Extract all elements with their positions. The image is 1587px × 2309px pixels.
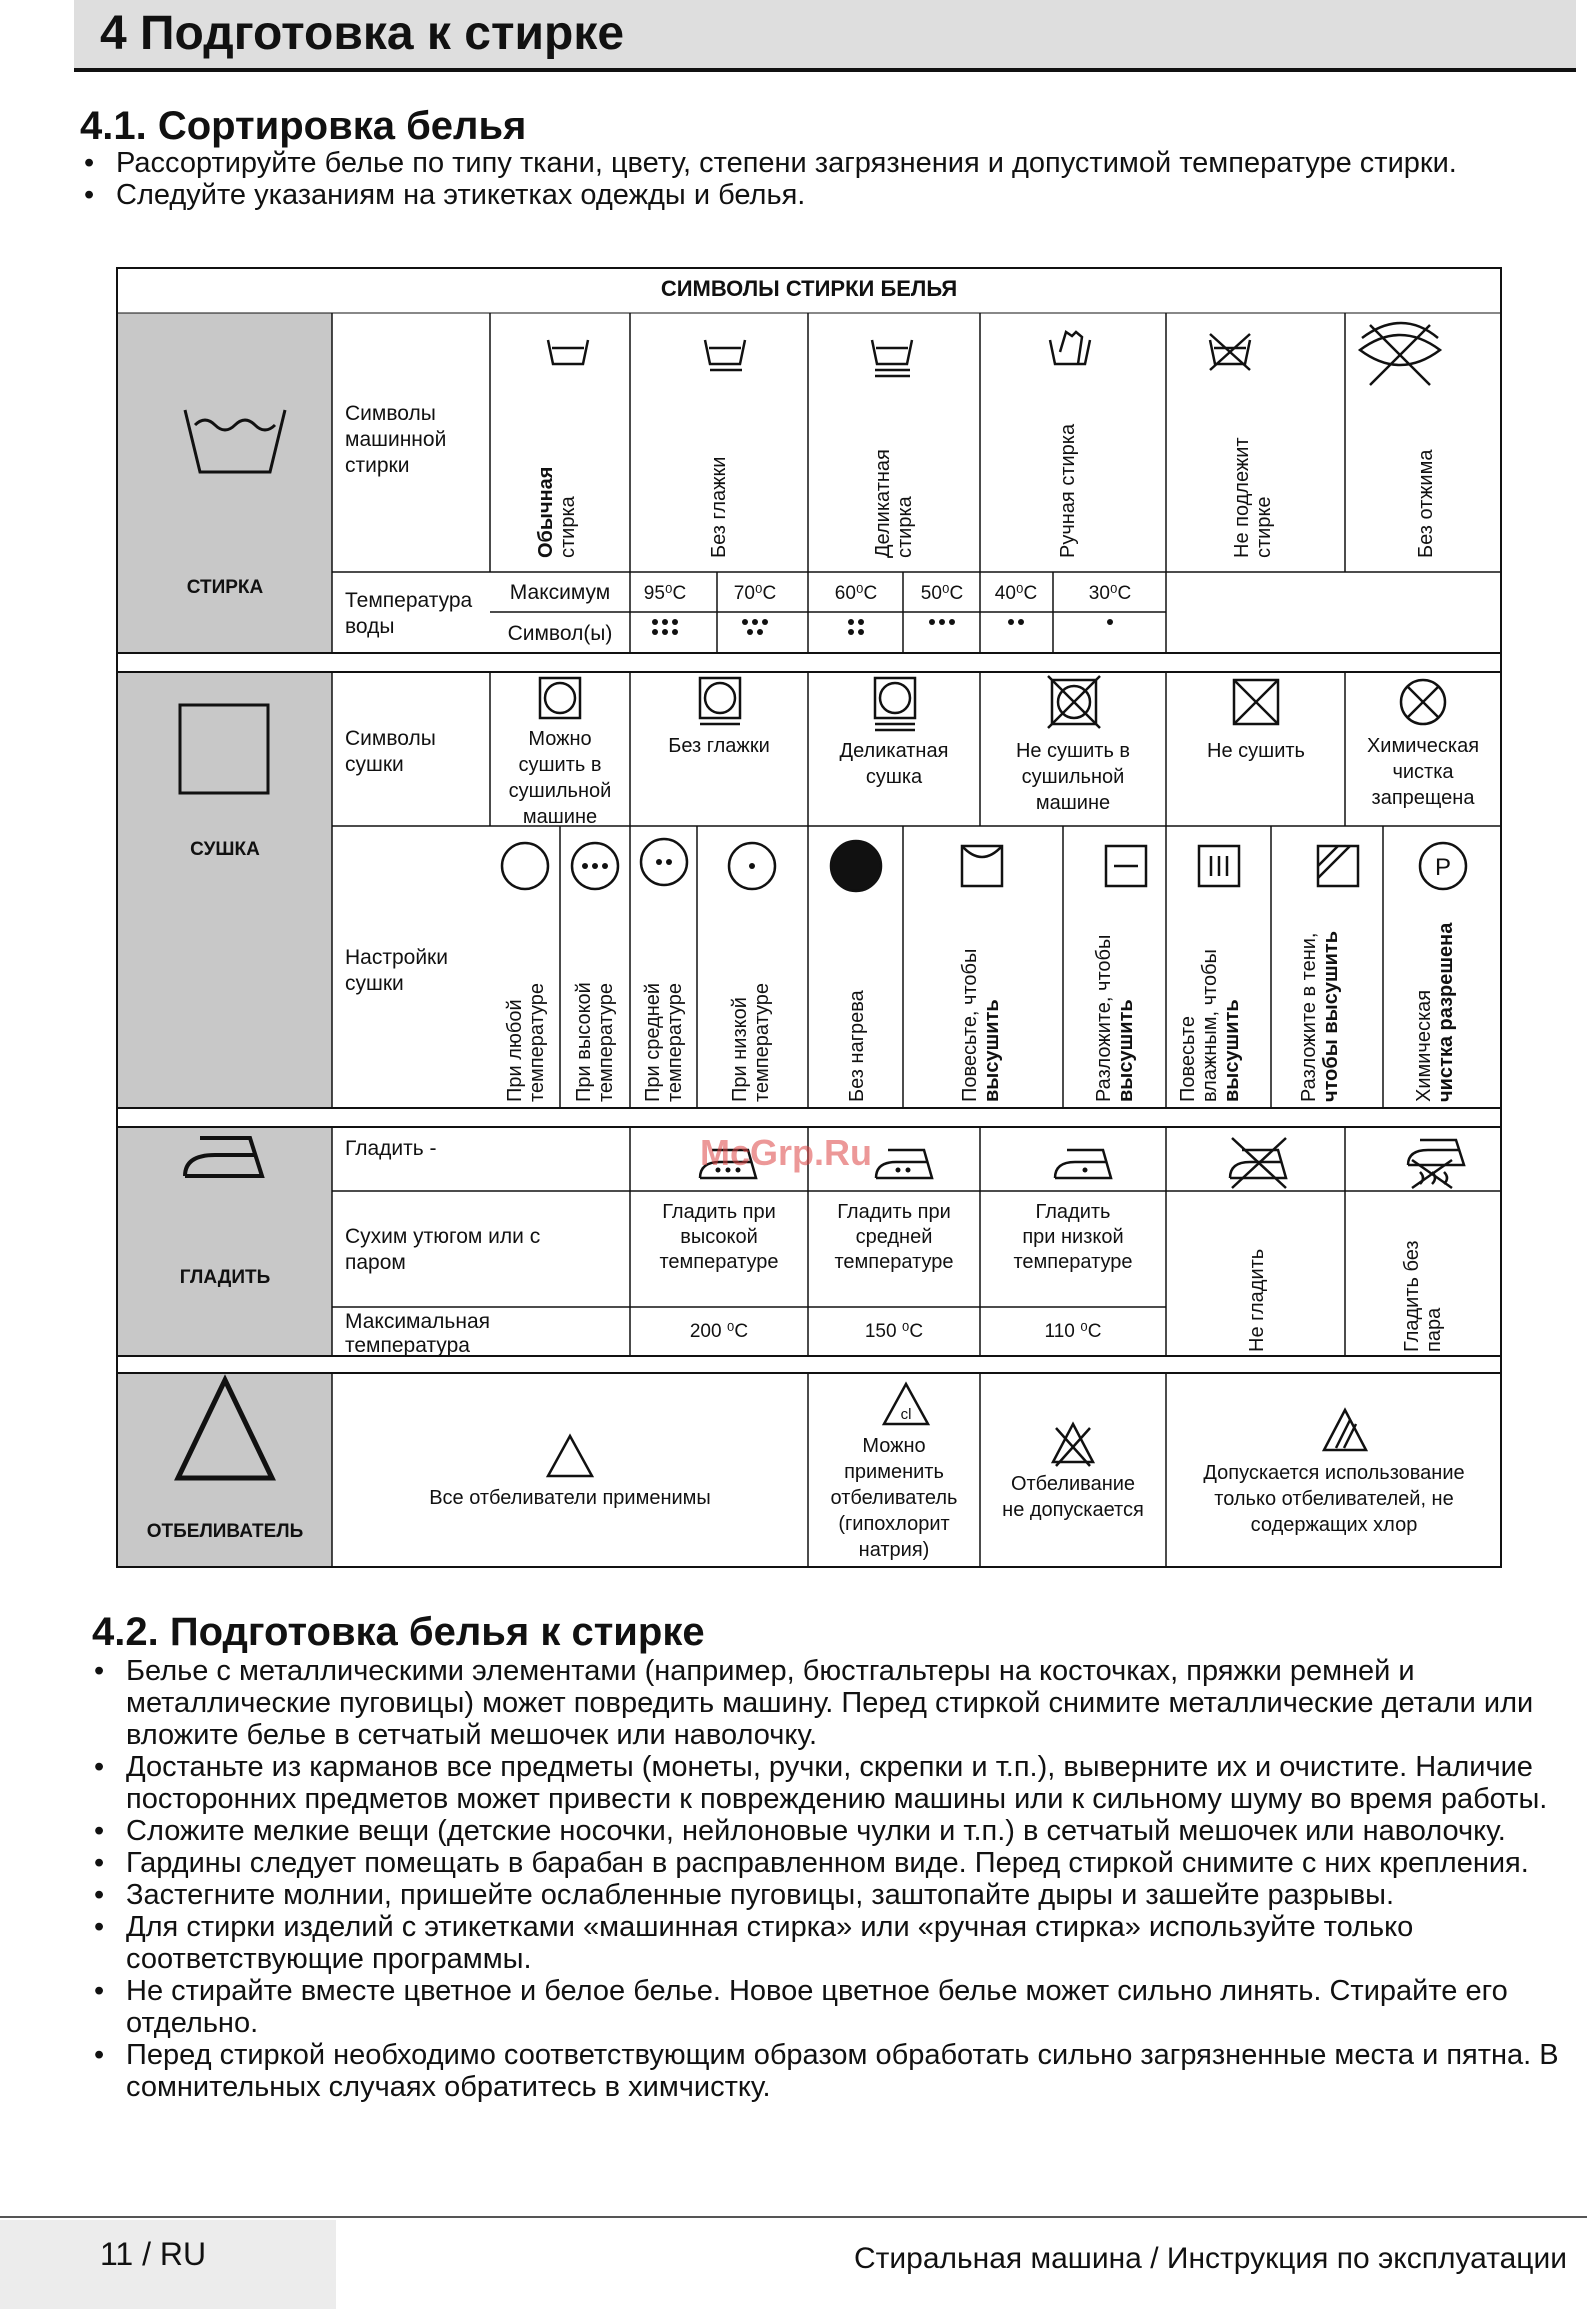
chlorine-bleach-icon (884, 1384, 928, 1424)
water-temp-label: Температура воды (345, 589, 473, 638)
list-item: • Перед стиркой необходимо соответствующим образом обработать сильно загрязненные места и пятна. В сомнительных случаях обратитесь в химчистку. (88, 2039, 1586, 2103)
section-title-sorting: 4.1. Сортировка белья (80, 104, 527, 148)
section-title-preparation: 4.2. Подготовка белья к стирке (92, 1610, 705, 1654)
setting-dry-flat: Разложите, чтобывысушить (1093, 934, 1137, 1102)
watermark: McGrp.Ru (700, 1132, 873, 1173)
low-temp-icon (729, 843, 775, 889)
max-label: Максимум (509, 581, 611, 604)
no-steam-label: Гладить безпара (1401, 1240, 1445, 1352)
no-iron-wash-icon (705, 340, 745, 370)
non-chlorine-bleach-icon (1324, 1410, 1366, 1450)
iron-temp-200: 200 ⁰C (689, 1321, 749, 1342)
any-temp-icon (502, 843, 548, 889)
svg-text:cl: cl (900, 1406, 912, 1423)
list-item: • Достаньте из карманов все предметы (монеты, ручки, скрепки и т.п.), выверните их и очистите. Наличие посторонних предметов может привести к повреждению машины или к сильному шуму во время работы. (88, 1751, 1586, 1815)
normal-wash-icon (548, 340, 588, 364)
list-item: • Застегните молнии, пришейте ослабленные пуговицы, заштопайте дыры и зашейте разрывы. (88, 1879, 1586, 1911)
no-iron-wash-label: Без глажки (708, 456, 730, 558)
svg-text:P: P (1434, 854, 1452, 881)
list-item: • Для стирки изделий с этикетками «машинная стирка» или «ручная стирка» используйте только соответствующие программы. (88, 1911, 1586, 1975)
delicate-wash-label: Деликатнаястирка (872, 449, 916, 558)
high-temp-icon (572, 843, 618, 889)
dry-settings-label: Настройки сушки (345, 946, 448, 995)
list-item: • Белье с металлическими элементами (например, бюстгальтеры на косточках, пряжки ремней и металлические пуговицы) может повредить машину. Перед стиркой снимите металлические детали или вложите белье в сетчатый мешочек или наволочку. (88, 1655, 1586, 1751)
medium-temp-icon (641, 839, 687, 885)
setting-dry-clean: Химическаячистка разрешена (1413, 922, 1457, 1102)
setting-any-temp: При любойтемпературе (504, 983, 548, 1102)
delicate-wash-icon (872, 340, 912, 376)
wash-symbols-label: Символы машинной стирки (345, 402, 447, 477)
hand-wash-icon (1050, 332, 1090, 364)
no-spin-label: Без отжима (1415, 449, 1437, 558)
iron-label-2: Сухим утюгом или с паром (345, 1225, 541, 1274)
any-bleach-icon (548, 1436, 592, 1476)
list-item: • Следуйте указаниям на этикетках одежды и белья. (78, 179, 1518, 211)
no-heat-icon (831, 841, 881, 891)
header-title: 4 Подготовка к стирке (100, 7, 625, 60)
temp-dots (652, 619, 1113, 635)
setting-high-temp: При высокойтемпературе (573, 982, 617, 1102)
dry-clean-p-icon (1420, 843, 1466, 889)
chlorine-bleach-label: Можно применить отбеливатель (гипохлорит натрия) (830, 1435, 958, 1561)
setting-medium-temp: При среднейтемпературе (642, 982, 686, 1102)
iron-temp-150: 150 ⁰C (864, 1321, 924, 1342)
no-iron-label: Не гладить (1246, 1248, 1268, 1352)
no-bleach-label: Отбеливание не допускается (1002, 1473, 1144, 1521)
iron-medium-label: Гладить при средней температуре (834, 1201, 954, 1273)
list-item: • Не стирайте вместе цветное и белое белье. Новое цветное белье может сильно линять. Стирайте его отдельно. (88, 1975, 1586, 2039)
iron-label-3: Максимальная температура (345, 1310, 491, 1357)
shade-dry-icon (1318, 846, 1358, 886)
preparation-list (88, 1655, 1586, 2103)
dry-category: СУШКА (190, 839, 260, 860)
do-not-tumble-dry-icon (1048, 676, 1100, 728)
do-not-iron-icon (1230, 1138, 1286, 1188)
iron-label-1: Гладить - (345, 1137, 437, 1160)
dry-col-6-label: Химическая чистка запрещена (1366, 735, 1480, 809)
dry-flat-icon (1106, 846, 1146, 886)
iron-low-label: Гладить при низкой температуре (1013, 1201, 1133, 1273)
no-bleach-icon (1053, 1424, 1093, 1466)
dry-col-2-label: Без глажки (668, 735, 770, 757)
no-spin-icon (1360, 323, 1440, 385)
list-item: • Сложите мелкие вещи (детские носочки, нейлоновые чулки и т.п.) в сетчатый мешочек или наволочку. (88, 1815, 1586, 1847)
list-item: • Гардины следует помещать в барабан в расправленном виде. Перед стиркой снимите с них крепления. (88, 1847, 1586, 1879)
temp-60: 60⁰C (834, 583, 878, 604)
footer-rule (0, 2216, 1587, 2218)
normal-wash-label: Обычнаястирка (535, 466, 579, 558)
do-not-wash-icon (1210, 334, 1250, 370)
setting-line-dry: Повесьте, чтобывысушить (959, 948, 1003, 1102)
temp-50: 50⁰C (920, 583, 964, 604)
no-steam-icon (1408, 1140, 1464, 1188)
dry-col-4-label: Не сушить в сушильной машине (1015, 740, 1131, 814)
wash-category: СТИРКА (186, 577, 264, 598)
setting-drip-dry: Повесьтевлажным, чтобывысушить (1177, 949, 1243, 1102)
iron-medium-icon (876, 1150, 932, 1178)
page-number: 11 / RU (100, 2236, 207, 2272)
drip-dry-icon (1199, 846, 1239, 886)
do-not-wash-label: Не подлежитстирке (1231, 437, 1275, 558)
bleach-category: ОТБЕЛИВАТЕЛЬ (146, 1521, 304, 1542)
dry-col-3-label: Деликатная сушка (839, 740, 949, 788)
dry-symbols-label: Символы сушки (345, 727, 436, 776)
no-dry-clean-icon (1401, 680, 1445, 724)
symbols-label: Символ(ы) (507, 622, 613, 645)
footer-title: Стиральная машина / Инструкция по эксплуатации (853, 2242, 1567, 2275)
temp-30: 30⁰C (1088, 583, 1132, 604)
iron-category: ГЛАДИТЬ (179, 1267, 271, 1288)
table-title: СИМВОЛЫ СТИРКИ БЕЛЬЯ (660, 276, 958, 301)
hand-wash-label: Ручная стирка (1057, 423, 1079, 558)
tumble-dry-icon (540, 678, 580, 718)
temp-70: 70⁰C (733, 583, 777, 604)
iron-temp-110: 110 ⁰C (1044, 1321, 1102, 1342)
tumble-dry-no-iron-icon (700, 678, 740, 724)
line-dry-icon (962, 846, 1002, 886)
all-bleach-label: Все отбеливатели применимы (429, 1487, 711, 1509)
iron-high-label: Гладить при высокой температуре (659, 1201, 779, 1273)
list-item: • Рассортируйте белье по типу ткани, цвету, степени загрязнения и допустимой температуре стирки. (78, 147, 1518, 179)
setting-shade-dry: Разложите в тени,чтобы высушить (1298, 930, 1342, 1102)
temp-40: 40⁰C (994, 583, 1038, 604)
non-chlorine-label: Допускается использование только отбеливателей, не содержащих хлор (1203, 1462, 1465, 1536)
dry-col-1-label: Можно сушить в сушильной машине (508, 728, 612, 828)
do-not-dry-icon (1234, 680, 1278, 724)
dry-col-5-label: Не сушить (1207, 740, 1305, 762)
iron-low-icon (1055, 1150, 1111, 1178)
setting-no-heat: Без нагрева (846, 990, 868, 1102)
setting-low-temp: При низкойтемпературе (729, 983, 773, 1102)
temp-95: 95⁰C (643, 583, 687, 604)
tumble-dry-delicate-icon (875, 678, 915, 730)
